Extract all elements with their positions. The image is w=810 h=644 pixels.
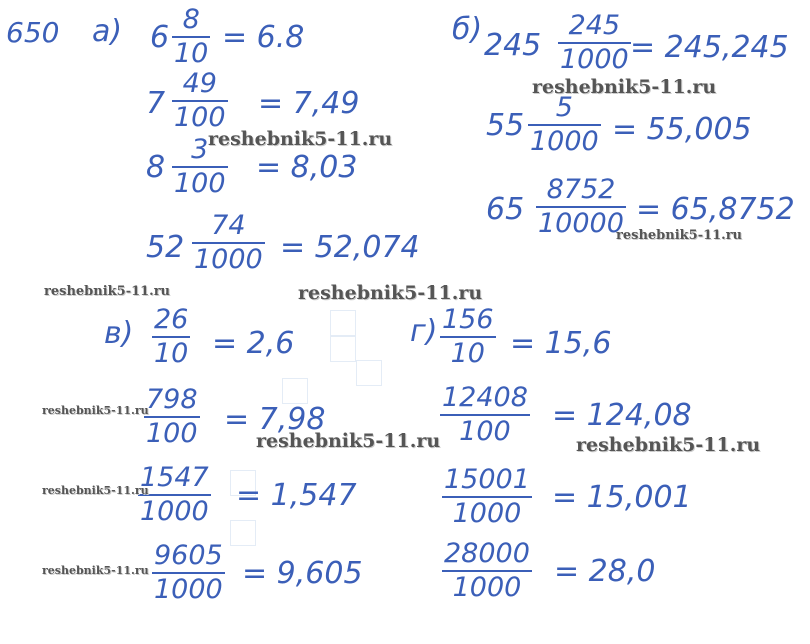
numerator: 5 <box>555 92 573 123</box>
denominator: 100 <box>459 416 511 447</box>
faint-grid-cell <box>230 520 256 546</box>
part-v-row2-fraction <box>144 386 200 448</box>
part-b-row2-result: = 55,005 <box>612 112 752 147</box>
denominator: 100 <box>174 102 226 133</box>
part-a-row4-result: = 52,074 <box>280 230 420 265</box>
part-v-label: в) <box>104 316 134 351</box>
part-g-row1-fraction <box>440 306 496 368</box>
part-a-label: а) <box>92 14 123 49</box>
part-g-row4-result: = 28,0 <box>554 554 656 589</box>
watermark: reshebnik5-11.ru <box>532 76 717 98</box>
part-b-row1-whole: 245 <box>484 28 542 63</box>
faint-grid-cell <box>356 360 382 386</box>
part-v-row1-result: = 2,6 <box>212 326 295 361</box>
denominator: 10 <box>174 38 209 69</box>
denominator: 1000 <box>194 244 263 275</box>
part-g-row4-fraction <box>442 540 532 602</box>
denominator: 1000 <box>560 44 629 75</box>
part-g-row2-result: = 124,08 <box>552 398 692 433</box>
part-v-row4-result: = 9,605 <box>242 556 363 591</box>
numerator: 12408 <box>442 382 528 413</box>
part-a-row4-fraction <box>192 212 265 274</box>
watermark: reshebnik5-11.ru <box>576 434 761 456</box>
part-a-row2-result: = 7,49 <box>258 86 360 121</box>
watermark: reshebnik5-11.ru <box>42 564 149 577</box>
numerator: 245 <box>568 10 621 41</box>
part-b-row3-fraction <box>536 176 626 238</box>
part-g-row3-fraction <box>442 466 532 528</box>
denominator: 1000 <box>530 126 599 157</box>
part-b-row1-fraction <box>558 12 631 74</box>
part-a-row3-whole: 8 <box>146 150 166 185</box>
numerator: 15001 <box>444 464 530 495</box>
denominator: 10 <box>450 338 485 369</box>
part-v-row1-fraction <box>152 306 190 368</box>
denominator: 1000 <box>452 572 522 603</box>
denominator: 10 <box>154 338 189 369</box>
part-g-label: г) <box>410 314 438 349</box>
part-v-row4-fraction <box>152 542 225 604</box>
problem-number: 650 <box>6 16 60 49</box>
faint-grid-cell <box>330 310 356 336</box>
numerator: 1547 <box>140 462 209 493</box>
numerator: 74 <box>211 210 246 241</box>
denominator: 10000 <box>538 208 624 239</box>
numerator: 3 <box>191 134 209 165</box>
part-b-label: б) <box>452 12 483 47</box>
watermark: reshebnik5-11.ru <box>42 404 149 417</box>
denominator: 100 <box>174 168 226 199</box>
part-g-row2-fraction <box>440 384 530 446</box>
watermark: reshebnik5-11.ru <box>44 284 171 299</box>
denominator: 1000 <box>452 498 522 529</box>
watermark: reshebnik5-11.ru <box>616 228 743 243</box>
part-b-row3-result: = 65,8752 <box>636 192 795 227</box>
denominator: 1000 <box>140 496 209 527</box>
numerator: 28000 <box>444 538 530 569</box>
part-v-row2-result: = 7,98 <box>224 402 326 437</box>
part-g-row1-result: = 15,6 <box>510 326 612 361</box>
numerator: 26 <box>154 304 189 335</box>
part-a-row1-fraction <box>172 6 210 68</box>
watermark: reshebnik5-11.ru <box>298 282 483 304</box>
part-a-row4-whole: 52 <box>146 230 185 265</box>
part-v-row3-result: = 1,547 <box>236 478 357 513</box>
part-b-row1-result: = 245,245 <box>630 30 789 65</box>
part-g-row3-result: = 15,001 <box>552 480 692 515</box>
part-a-row2-fraction <box>172 70 228 132</box>
part-a-row3-result: = 8,03 <box>256 150 358 185</box>
part-a-row1-result: = 6.8 <box>222 20 305 55</box>
watermark: reshebnik5-11.ru <box>256 430 441 452</box>
part-a-row2-whole: 7 <box>146 86 166 121</box>
numerator: 156 <box>442 304 494 335</box>
watermark: reshebnik5-11.ru <box>208 128 393 150</box>
part-a-row1-whole: 6 <box>150 20 170 55</box>
part-b-row3-whole: 65 <box>486 192 525 227</box>
denominator: 100 <box>146 418 198 449</box>
faint-grid-cell <box>282 378 308 404</box>
numerator: 8 <box>182 4 200 35</box>
part-b-row2-whole: 55 <box>486 108 525 143</box>
watermark: reshebnik5-11.ru <box>42 484 149 497</box>
numerator: 798 <box>146 384 198 415</box>
numerator: 8752 <box>546 174 616 205</box>
part-b-row2-fraction <box>528 94 601 156</box>
numerator: 49 <box>182 68 217 99</box>
numerator: 9605 <box>154 540 223 571</box>
denominator: 1000 <box>154 574 223 605</box>
faint-grid-cell <box>330 336 356 362</box>
